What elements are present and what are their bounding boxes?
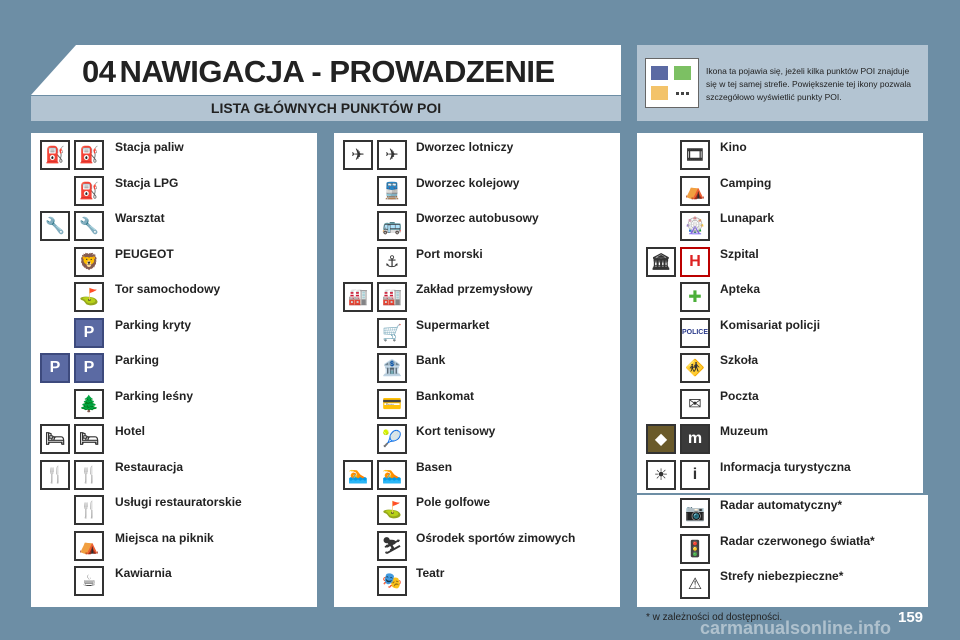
poi-symbol-icon: 🚸 — [680, 353, 710, 383]
poi-label: Informacja turystyczna — [720, 459, 851, 474]
poi-symbol-icon: ⚠ — [680, 569, 710, 599]
poi-symbol-icon: ⛳ — [74, 282, 104, 312]
poi-label: Stacja paliw — [115, 140, 184, 154]
poi-symbol-icon: ☀ — [646, 460, 676, 490]
poi-label: Ośrodek sportów zimowych — [416, 530, 576, 545]
poi-symbol-icon: 🏦 — [377, 353, 407, 383]
multi-poi-icon — [645, 58, 699, 108]
poi-label: Szpital — [720, 246, 759, 261]
poi-symbol-icon: P — [74, 318, 104, 348]
poi-label: Basen — [416, 459, 453, 474]
poi-label: Parking leśny — [115, 388, 194, 403]
poi-symbol-icon: ⛺ — [680, 176, 710, 206]
poi-symbol-icon: 🚆 — [377, 176, 407, 206]
poi-symbol-icon: 🔧 — [74, 211, 104, 241]
poi-label: Miejsca na piknik — [115, 530, 214, 545]
poi-label: Warsztat — [115, 211, 165, 225]
poi-label: Kawiarnia — [115, 566, 172, 580]
poi-label: Teatr — [416, 566, 445, 580]
poi-label: Supermarket — [416, 317, 490, 332]
poi-symbol-icon: ◆ — [646, 424, 676, 454]
section-subtitle: LISTA GŁÓWNYCH PUNKTÓW POI — [31, 96, 621, 121]
poi-label: Muzeum — [720, 424, 768, 438]
chapter-number: 04 — [82, 54, 116, 89]
poi-symbol-icon: ⛽ — [40, 140, 70, 170]
poi-symbol-icon: ⛷ — [377, 531, 407, 561]
poi-label: Camping — [720, 175, 772, 190]
poi-symbol-icon: m — [680, 424, 710, 454]
poi-symbol-icon: 🏊 — [377, 460, 407, 490]
poi-label: Radar czerwonego światła* — [720, 533, 875, 548]
poi-label: Port morski — [416, 246, 483, 261]
poi-label: Stacja LPG — [115, 175, 179, 190]
poi-symbol-icon: 🚌 — [377, 211, 407, 241]
poi-label: Bank — [416, 353, 446, 367]
poi-symbol-icon: 💳 — [377, 389, 407, 419]
poi-symbol-icon: ⛺ — [74, 531, 104, 561]
poi-label: Poczta — [720, 388, 759, 403]
poi-symbol-icon: 🚦 — [680, 534, 710, 564]
poi-symbol-icon: 🎡 — [680, 211, 710, 241]
poi-label: Usługi restauratorskie — [115, 495, 242, 509]
chapter-title: NAWIGACJA - PROWADZENIE — [119, 54, 555, 89]
poi-symbol-icon: 🏊 — [343, 460, 373, 490]
poi-label: Komisariat policji — [720, 317, 821, 332]
page-number: 159 — [898, 609, 924, 626]
poi-symbol-icon: 🏭 — [343, 282, 373, 312]
poi-label: PEUGEOT — [115, 246, 174, 261]
poi-symbol-icon: ⛳ — [377, 495, 407, 525]
poi-label: Kort tenisowy — [416, 424, 496, 438]
poi-label: Tor samochodowy — [115, 282, 221, 296]
poi-label: Apteka — [720, 282, 761, 296]
poi-label: Parking kryty — [115, 317, 192, 332]
watermark: carmanualsonline.info — [700, 618, 892, 638]
poi-label: Dworzec kolejowy — [416, 175, 520, 190]
poi-symbol-icon: 🍴 — [40, 460, 70, 490]
poi-label: Hotel — [115, 424, 145, 438]
poi-label: Parking — [115, 353, 160, 367]
poi-symbol-icon: ☕ — [74, 566, 104, 596]
poi-label: Kino — [720, 140, 747, 154]
poi-label: Szkoła — [720, 353, 759, 367]
poi-symbol-icon: ⚓ — [377, 247, 407, 277]
poi-symbol-icon: ✚ — [680, 282, 710, 312]
poi-label: Dworzec autobusowy — [416, 211, 539, 225]
footnote: * w zależności od dostępności. — [646, 612, 783, 623]
poi-symbol-icon: ⛽ — [74, 140, 104, 170]
poi-symbol-icon: H — [680, 247, 710, 277]
poi-symbol-icon: i — [680, 460, 710, 490]
poi-label: Zakład przemysłowy — [416, 282, 533, 296]
poi-label: Radar automatyczny* — [720, 498, 843, 512]
poi-symbol-icon: 🔧 — [40, 211, 70, 241]
poi-symbol-icon: ✈ — [377, 140, 407, 170]
poi-label: Lunapark — [720, 211, 775, 225]
poi-symbol-icon: 🏛 — [646, 247, 676, 277]
poi-symbol-icon: 🛏 — [74, 424, 104, 454]
poi-symbol-icon: 🌲 — [74, 389, 104, 419]
poi-label: Strefy niebezpieczne* — [720, 569, 844, 583]
poi-symbol-icon: P — [74, 353, 104, 383]
poi-label: Restauracja — [115, 459, 184, 474]
poi-symbol-icon: 🎞 — [680, 140, 710, 170]
poi-symbol-icon: 🎾 — [377, 424, 407, 454]
poi-label: Bankomat — [416, 388, 475, 403]
poi-symbol-icon: P — [40, 353, 70, 383]
poi-symbol-icon: 🛒 — [377, 318, 407, 348]
poi-symbol-icon: 🦁 — [74, 247, 104, 277]
poi-label: Dworzec lotniczy — [416, 140, 514, 154]
poi-symbol-icon: 🎭 — [377, 566, 407, 596]
poi-symbol-icon: ✉ — [680, 389, 710, 419]
poi-symbol-icon: ✈ — [343, 140, 373, 170]
poi-symbol-icon: 🍴 — [74, 495, 104, 525]
poi-symbol-icon: 📷 — [680, 498, 710, 528]
poi-label: Pole golfowe — [416, 495, 491, 509]
page-title — [82, 54, 555, 90]
poi-symbol-icon: 🛏 — [40, 424, 70, 454]
poi-symbol-icon: ⛽ — [74, 176, 104, 206]
note-text: Ikona ta pojawia się, jeżeli kilka punktów POI znajduje się w tej samej strefie. Powiększenie tej ikony pozwala szczegółowo wyświetlić punkty POI. — [706, 66, 912, 102]
poi-symbol-icon: POLICE — [680, 318, 710, 348]
poi-symbol-icon: 🏭 — [377, 282, 407, 312]
poi-symbol-icon: 🍴 — [74, 460, 104, 490]
